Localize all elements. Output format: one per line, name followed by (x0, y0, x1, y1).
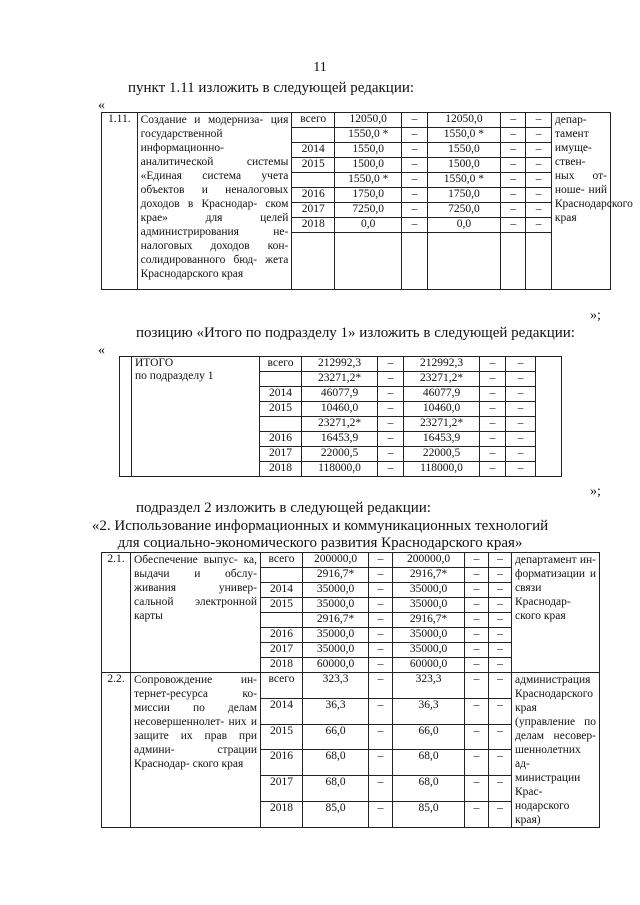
year-cell: 2017 (261, 776, 303, 802)
dash-cell: – (369, 643, 393, 658)
kb-cell: 16453,9 (404, 432, 480, 447)
total-cell: 68,0 (303, 776, 369, 802)
table-row (102, 673, 600, 699)
year-cell: 2016 (261, 750, 303, 776)
total-cell: 66,0 (303, 724, 369, 750)
total-cell: 200000,0 (303, 553, 369, 568)
dash-cell: – (526, 128, 551, 143)
year-cell: 2015 (261, 724, 303, 750)
kb-cell: 22000,5 (404, 447, 480, 462)
dash-cell: – (501, 173, 526, 188)
kb-cell: 212992,3 (404, 357, 480, 372)
dash-cell: – (480, 417, 506, 432)
dash-cell: – (402, 203, 427, 218)
empty-cell (402, 233, 427, 290)
dash-cell: – (526, 203, 551, 218)
kb-cell: 1550,0 * (427, 173, 500, 188)
dash-cell: – (402, 188, 427, 203)
dash-cell: – (480, 447, 506, 462)
empty-cell (335, 233, 402, 290)
dash-cell: – (489, 698, 512, 724)
kb-cell: 7250,0 (427, 203, 500, 218)
dash-cell: – (501, 218, 526, 233)
open-quote-2: « (98, 343, 105, 358)
dash-cell: – (489, 673, 512, 699)
row-number: 2.2. (102, 673, 131, 828)
dash-cell: – (480, 387, 506, 402)
dash-cell: – (369, 628, 393, 643)
dash-cell: – (526, 113, 551, 128)
executor: департамент ин- форматизации и связи Краснодар- ского края (512, 553, 600, 673)
year-cell: 2018 (260, 462, 302, 477)
table-subsection-2 (101, 552, 600, 828)
kb-cell: 10460,0 (404, 402, 480, 417)
table-row (120, 357, 562, 372)
dash-cell: – (489, 643, 512, 658)
intro-text-1: пункт 1.11 изложить в следующей редакции: (128, 80, 415, 96)
empty-cell (427, 233, 500, 290)
year-cell (260, 417, 302, 432)
dash-cell: – (501, 188, 526, 203)
dash-cell: – (506, 417, 536, 432)
year-cell: 2017 (260, 447, 302, 462)
dash-cell: – (369, 613, 393, 628)
dash-cell: – (402, 173, 427, 188)
dash-cell: – (489, 776, 512, 802)
kb-cell: 1550,0 (427, 143, 500, 158)
dash-cell: – (402, 143, 427, 158)
year-cell: всего (261, 553, 303, 568)
total-cell: 1750,0 (335, 188, 402, 203)
measure-name: Сопровождение ин- тернет-ресурса ко- миссии по делам несовершеннолет- них и защите их прав при админи- страции Краснодар- ского края (131, 673, 261, 828)
year-cell: 2016 (260, 432, 302, 447)
dash-cell: – (369, 583, 393, 598)
total-cell: 16453,9 (302, 432, 378, 447)
dash-cell: – (480, 372, 506, 387)
dash-cell: – (465, 658, 489, 673)
dash-cell: – (489, 750, 512, 776)
kb-cell: 1550,0 * (427, 128, 500, 143)
dash-cell: – (526, 173, 551, 188)
dash-cell: – (480, 402, 506, 417)
year-cell: 2014 (261, 583, 303, 598)
dash-cell: – (369, 724, 393, 750)
year-cell (261, 613, 303, 628)
kb-cell: 118000,0 (404, 462, 480, 477)
dash-cell: – (465, 673, 489, 699)
total-cell: 36,3 (303, 698, 369, 724)
year-cell: 2016 (261, 628, 303, 643)
dash-cell: – (506, 462, 536, 477)
dash-cell: – (506, 387, 536, 402)
dash-cell: – (465, 750, 489, 776)
total-cell: 60000,0 (303, 658, 369, 673)
total-cell: 35000,0 (303, 583, 369, 598)
dash-cell: – (489, 568, 512, 583)
total-cell: 85,0 (303, 802, 369, 828)
total-cell: 2916,7* (303, 568, 369, 583)
year-cell: 2018 (261, 658, 303, 673)
year-cell: 2018 (261, 802, 303, 828)
dash-cell: – (489, 628, 512, 643)
kb-cell: 85,0 (393, 802, 465, 828)
year-cell: 2015 (292, 158, 335, 173)
itogo-line1: ИТОГО (135, 357, 174, 369)
total-cell: 1500,0 (335, 158, 402, 173)
year-cell: 2016 (292, 188, 335, 203)
dash-cell: – (402, 158, 427, 173)
year-cell (292, 173, 335, 188)
year-cell (260, 372, 302, 387)
total-cell: 35000,0 (303, 598, 369, 613)
dash-cell: – (369, 776, 393, 802)
dash-cell: – (501, 203, 526, 218)
dash-cell: – (465, 776, 489, 802)
year-cell: всего (261, 673, 303, 699)
dash-cell: – (489, 613, 512, 628)
total-cell: 323,3 (303, 673, 369, 699)
dash-cell: – (369, 673, 393, 699)
section-heading-line1: «2. Использование информационных и коммуникационных технологий (91, 518, 549, 534)
kb-cell: 60000,0 (393, 658, 465, 673)
year-cell (292, 128, 335, 143)
close-quote-1: »; (590, 308, 601, 323)
dash-cell: – (489, 583, 512, 598)
dash-cell: – (480, 432, 506, 447)
dash-cell: – (465, 628, 489, 643)
itogo-line2: по подразделу 1 (135, 370, 214, 382)
measure-name: Обеспечение выпус- ка, выдачи и обслу- живания универ- сальной электронной карты (131, 553, 261, 673)
empty-cell (536, 357, 562, 477)
dash-cell: – (501, 113, 526, 128)
dash-cell: – (369, 553, 393, 568)
dash-cell: – (369, 750, 393, 776)
total-cell: 46077,9 (302, 387, 378, 402)
dash-cell: – (489, 802, 512, 828)
dash-cell: – (378, 372, 404, 387)
table-1-11 (101, 112, 633, 290)
itogo-label (132, 357, 260, 477)
kb-cell: 12050,0 (427, 113, 500, 128)
dash-cell: – (480, 462, 506, 477)
table-itogo-1 (119, 356, 562, 477)
year-cell: 2015 (260, 402, 302, 417)
year-cell: 2017 (292, 203, 335, 218)
dash-cell: – (465, 553, 489, 568)
kb-cell: 2916,7* (393, 568, 465, 583)
dash-cell: – (526, 188, 551, 203)
total-cell: 1550,0 * (335, 173, 402, 188)
dash-cell: – (489, 553, 512, 568)
dash-cell: – (489, 724, 512, 750)
dash-cell: – (369, 658, 393, 673)
kb-cell: 200000,0 (393, 553, 465, 568)
dash-cell: – (501, 158, 526, 173)
kb-cell: 23271,2* (404, 417, 480, 432)
total-cell: 7250,0 (335, 203, 402, 218)
total-cell: 12050,0 (335, 113, 402, 128)
dash-cell: – (369, 598, 393, 613)
dash-cell: – (465, 568, 489, 583)
executor: депар- тамент имуще- ствен- ных от- ноше- ний Краснодарского края (551, 113, 610, 290)
dash-cell: – (465, 613, 489, 628)
total-cell: 23271,2* (302, 372, 378, 387)
dash-cell: – (501, 143, 526, 158)
empty-cell (292, 233, 335, 290)
year-cell: всего (292, 113, 335, 128)
dash-cell: – (465, 724, 489, 750)
total-cell: 2916,7* (303, 613, 369, 628)
dash-cell: – (465, 598, 489, 613)
total-cell: 68,0 (303, 750, 369, 776)
dash-cell: – (378, 387, 404, 402)
intro-text-3: подраздел 2 изложить в следующей редакции: (136, 500, 431, 516)
dash-cell: – (480, 357, 506, 372)
executor: администрация Краснодарского края (управление по делам несовер- шеннолетних ад- министрации Крас- нодарского края) (512, 673, 600, 828)
dash-cell: – (378, 462, 404, 477)
total-cell: 35000,0 (303, 628, 369, 643)
dash-cell: – (378, 447, 404, 462)
empty-cell (526, 233, 551, 290)
intro-text-2: позицию «Итого по подразделу 1» изложить в следующей редакции: (136, 325, 575, 341)
dash-cell: – (506, 357, 536, 372)
dash-cell: – (501, 128, 526, 143)
year-cell: 2018 (292, 218, 335, 233)
dash-cell: – (378, 357, 404, 372)
dash-cell: – (465, 583, 489, 598)
dash-cell: – (378, 402, 404, 417)
row-number: 2.1. (102, 553, 131, 673)
kb-cell: 35000,0 (393, 628, 465, 643)
kb-cell: 36,3 (393, 698, 465, 724)
empty-cell (120, 357, 132, 477)
kb-cell: 68,0 (393, 776, 465, 802)
dash-cell: – (526, 158, 551, 173)
kb-cell: 46077,9 (404, 387, 480, 402)
year-cell: 2014 (292, 143, 335, 158)
page-number: 11 (313, 60, 327, 75)
year-cell: 2015 (261, 598, 303, 613)
year-cell: всего (260, 357, 302, 372)
dash-cell: – (369, 568, 393, 583)
dash-cell: – (378, 417, 404, 432)
dash-cell: – (369, 802, 393, 828)
year-cell: 2014 (261, 698, 303, 724)
total-cell: 1550,0 (335, 143, 402, 158)
total-cell: 22000,5 (302, 447, 378, 462)
dash-cell: – (526, 143, 551, 158)
kb-cell: 0,0 (427, 218, 500, 233)
kb-cell: 35000,0 (393, 643, 465, 658)
dash-cell: – (465, 698, 489, 724)
total-cell: 212992,3 (302, 357, 378, 372)
empty-cell (501, 233, 526, 290)
dash-cell: – (506, 372, 536, 387)
dash-cell: – (506, 402, 536, 417)
kb-cell: 23271,2* (404, 372, 480, 387)
year-cell (261, 568, 303, 583)
year-cell: 2014 (260, 387, 302, 402)
total-cell: 118000,0 (302, 462, 378, 477)
total-cell: 35000,0 (303, 643, 369, 658)
kb-cell: 1750,0 (427, 188, 500, 203)
total-cell: 23271,2* (302, 417, 378, 432)
measure-name: Создание и модерниза- ция государственной информационно- аналитической системы «Единая система учета объектов и неналоговых доходов в Краснодар- ском крае» для целей администрирования не- налоговых доходов кон- солидированного бюд- жета Краснодарского края (137, 113, 292, 290)
dash-cell: – (489, 598, 512, 613)
total-cell: 10460,0 (302, 402, 378, 417)
kb-cell: 35000,0 (393, 598, 465, 613)
dash-cell: – (506, 432, 536, 447)
dash-cell: – (402, 218, 427, 233)
row-number: 1.11. (102, 113, 138, 290)
total-cell: 1550,0 * (335, 128, 402, 143)
dash-cell: – (465, 643, 489, 658)
kb-cell: 35000,0 (393, 583, 465, 598)
dash-cell: – (378, 432, 404, 447)
kb-cell: 68,0 (393, 750, 465, 776)
kb-cell: 66,0 (393, 724, 465, 750)
total-cell: 0,0 (335, 218, 402, 233)
kb-cell: 2916,7* (393, 613, 465, 628)
kb-cell: 323,3 (393, 673, 465, 699)
dash-cell: – (526, 218, 551, 233)
table-row (102, 553, 600, 568)
dash-cell: – (489, 658, 512, 673)
section-heading-line2: для социально-экономического развития Краснодарского края» (117, 535, 523, 551)
close-quote-2: »; (590, 484, 601, 499)
dash-cell: – (402, 113, 427, 128)
dash-cell: – (465, 802, 489, 828)
year-cell: 2017 (261, 643, 303, 658)
dash-cell: – (402, 128, 427, 143)
open-quote-1: « (98, 98, 105, 113)
dash-cell: – (369, 698, 393, 724)
table-row (102, 113, 611, 128)
dash-cell: – (506, 447, 536, 462)
kb-cell: 1500,0 (427, 158, 500, 173)
